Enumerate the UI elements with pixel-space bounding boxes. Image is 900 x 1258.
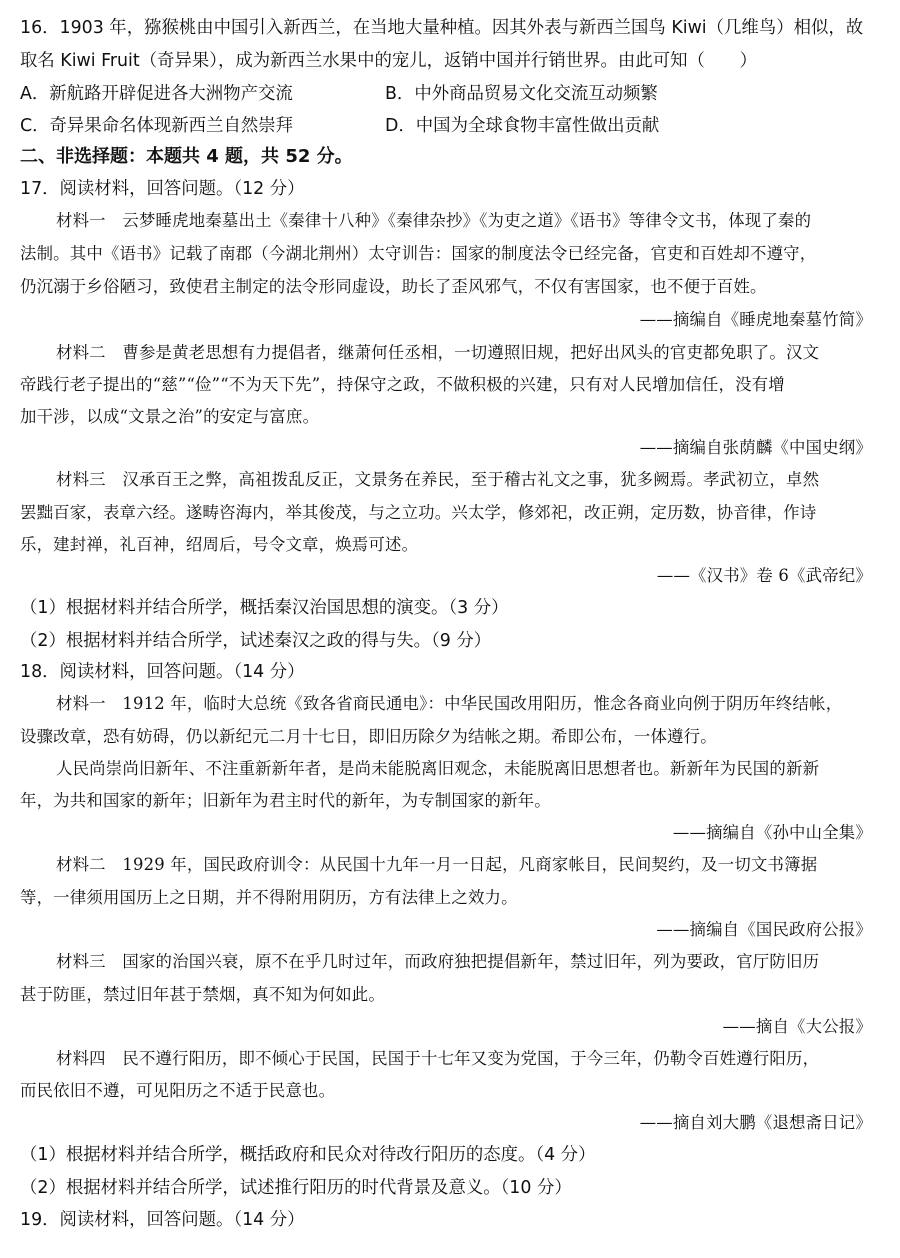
q18-material4-line2: 而民依旧不遵，可见阳历之不适于民意也。 [20,1081,336,1100]
q18-material4-line1: 材料四 民不遵行阳历，即不倾心于民国，民国于十七年又变为党国，于今三年，仍勒令百姓遵行阳历， [56,1049,820,1068]
q17-subquestion2: （2）根据材料并结合所学，试述秦汉之政的得与失。（9 分） [20,631,492,651]
q18-material2-line1: 材料二 1929 年，国民政府训令：从民国十九年一月一日起，凡商家帐目，民间契约，及一切文书簿据 [56,855,818,874]
q18-material1-line3: 人民尚崇尚旧新年、不注重新新年者，是尚未能脱离旧观念，未能脱离旧思想者也。新新年为民国的新新 [56,759,820,778]
q17-source1: ——摘编自《睡虎地秦墓竹简》 [639,310,872,329]
q18-title: 18．阅读材料，回答问题。（14 分） [20,662,305,682]
q16-stem-line1: 16．1903 年，猕猴桃由中国引入新西兰，在当地大量种植。因其外表与新西兰国鸟 Kiwi（几维鸟）相似，故 [20,18,864,38]
q17-material2-line2: 帝践行老子提出的“慈”“俭”“不为天下先”，持保守之政，不做积极的兴建，只有对人民增加信任，没有增 [20,375,785,394]
q18-subquestion1: （1）根据材料并结合所学，概括政府和民众对待改行阳历的态度。（4 分） [20,1145,596,1165]
q17-material1-line3: 仍沉溺于乡俗陋习，致使君主制定的法令形同虚设，助长了歪风邪气，不仅有害国家，也不便于百姓。 [20,277,767,296]
q16-option-b: B．中外商品贸易文化交流互动频繁 [385,84,658,104]
q17-subquestion1: （1）根据材料并结合所学，概括秦汉治国思想的演变。（3 分） [20,598,509,618]
q17-title: 17．阅读材料，回答问题。（12 分） [20,179,305,199]
q17-source2: ——摘编自张荫麟《中国史纲》 [639,438,872,457]
q17-material1-line2: 法制。其中《语书》记载了南郡（今湖北荆州）太守训告：国家的制度法令已经完备，官吏和百姓却不遵守， [20,244,817,263]
q17-source3: ——《汉书》卷 6《武帝纪》 [656,566,872,585]
q18-material3-line1: 材料三 国家的治国兴衰，原不在乎几时过年，而政府独把提倡新年，禁过旧年，列为要政，官厅防旧历 [56,952,820,971]
q18-material2-line2: 等，一律须用国历上之日期，并不得附用阴历，方有法律上之效力。 [20,888,518,907]
q17-material2-line1: 材料二 曹参是黄老思想有力提倡者，继萧何任丞相，一切遵照旧规，把好出风头的官吏都免职了。汉文 [56,343,820,362]
q16-option-c: C．奇异果命名体现新西兰自然崇拜 [20,116,294,136]
q18-source3: ——摘自《大公报》 [722,1017,872,1036]
q18-source2: ——摘编自《国民政府公报》 [656,920,872,939]
q18-material1-line4: 年，为共和国家的新年；旧新年为君主时代的新年，为专制国家的新年。 [20,791,551,810]
q18-source1: ——摘编自《孙中山全集》 [672,823,872,842]
q19-title: 19．阅读材料，回答问题。（14 分） [20,1210,305,1230]
q17-material3-line2: 罢黜百家，表章六经。遂畴咨海内，举其俊茂，与之立功。兴太学，修郊祀，改正朔，定历数，协音律，作诗 [20,503,817,522]
q16-option-a: A．新航路开辟促进各大洲物产交流 [20,84,293,104]
q18-material1-line1: 材料一 1912 年，临时大总统《致各省商民通电》：中华民国改用阳历，惟念各商业向例于阴历年终结帐， [56,694,843,713]
q16-stem-line2: 取名 Kiwi Fruit（奇异果），成为新西兰水果中的宠儿，返销中国并行销世界。由此可知（ ） [20,51,758,71]
q16-option-d: D．中国为全球食物丰富性做出贡献 [385,116,660,136]
q18-source4: ——摘自刘大鹏《退想斋日记》 [639,1113,872,1132]
q17-material2-line3: 加干涉，以成“文景之治”的安定与富庶。 [20,407,320,426]
q17-material3-line3: 乐，建封禅，礼百神，绍周后，号令文章，焕焉可述。 [20,535,419,554]
q17-material3-line1: 材料三 汉承百王之弊，高祖拨乱反正，文景务在养民，至于稽古礼文之事，犹多阙焉。孝武初立，卓然 [56,470,820,489]
section-heading: 二、非选择题：本题共 4 题，共 52 分。 [20,146,353,167]
q18-material3-line2: 甚于防匪，禁过旧年甚于禁烟，真不知为何如此。 [20,985,385,1004]
q18-material1-line2: 设骤改章，恐有妨碍，仍以新纪元二月十七日，即旧历除夕为结帐之期。希即公布，一体遵行。 [20,727,717,746]
q17-material1-line1: 材料一 云梦睡虎地秦墓出土《秦律十八种》《秦律杂抄》《为吏之道》《语书》等律令文书，体现了秦的 [56,211,812,230]
q18-subquestion2: （2）根据材料并结合所学，试述推行阳历的时代背景及意义。（10 分） [20,1178,572,1198]
